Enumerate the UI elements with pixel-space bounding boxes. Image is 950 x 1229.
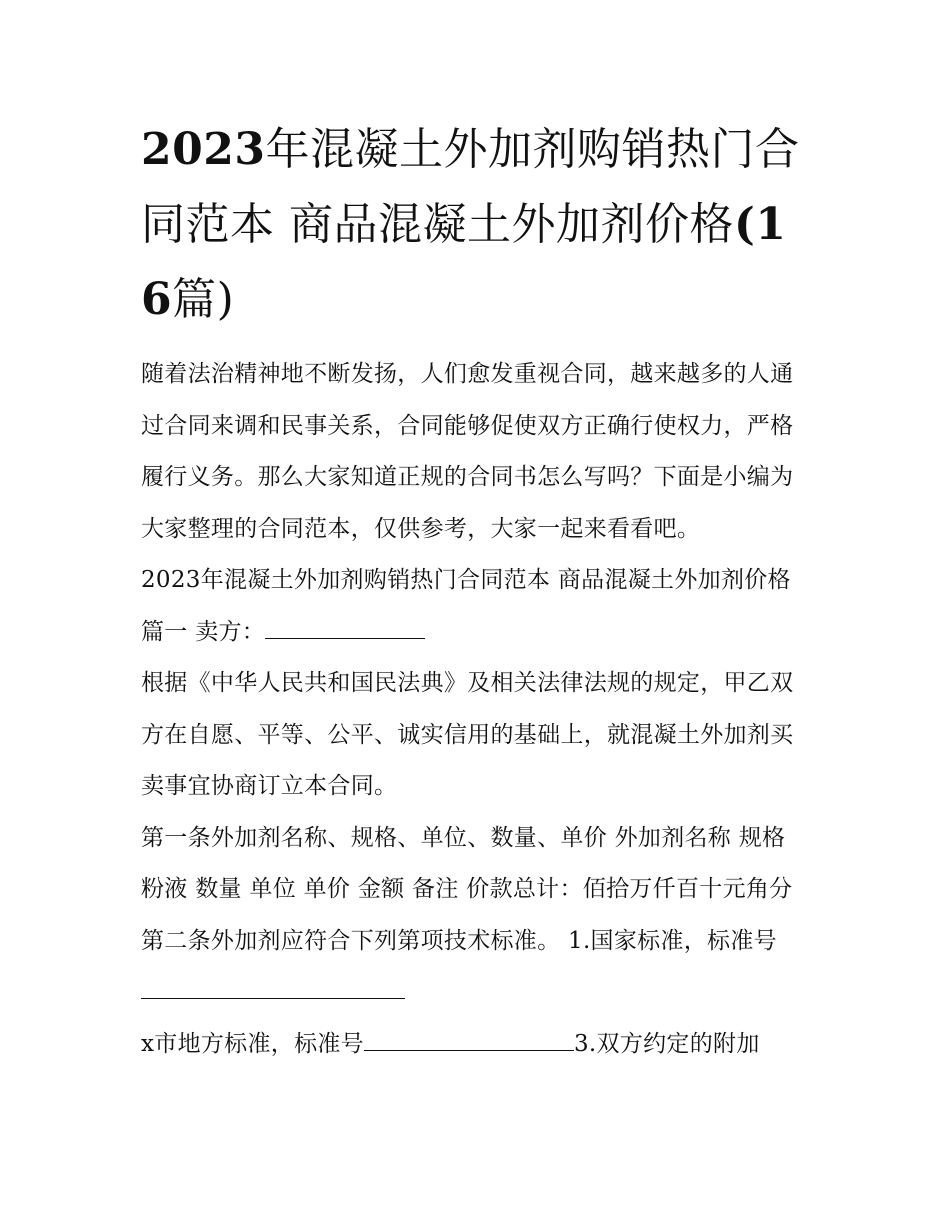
legal-basis-paragraph: 根据《中华人民共和国民法典》及相关法律法规的规定，甲乙双方在自愿、平等、公平、诚实信用的基础上，就混凝土外加剂买卖事宜协商订立本合同。 — [141, 670, 794, 799]
local-standard-blank — [364, 1028, 574, 1051]
document-page — [141, 112, 813, 1070]
agreed-standard-label: 3.双方约定的附加 — [573, 1030, 760, 1057]
national-standard-blank — [141, 976, 405, 999]
local-standard-label: x市地方标准，标准号 — [141, 1030, 364, 1057]
article-2-text: 第二条外加剂应符合下列第项技术标准。 1.国家标准，标准号 — [141, 927, 777, 954]
article-1-paragraph: 第一条外加剂名称、规格、单位、数量、单价 外加剂名称 规格 粉液 数量 单位 单价 金额 备注 价款总计：佰拾万仟百十元角分 — [141, 824, 793, 902]
seller-blank — [265, 616, 425, 639]
section-heading: 2023年混凝土外加剂购销热门合同范本 商品混凝土外加剂价格篇一 卖方： — [141, 567, 791, 645]
article-2-items-paragraph — [141, 1019, 813, 1071]
title-year: 2023 — [141, 124, 266, 175]
section-heading-paragraph — [141, 555, 813, 658]
document-body — [141, 349, 813, 1070]
title-count-suffix: 篇) — [172, 274, 235, 325]
document-title — [141, 112, 813, 337]
title-text: 年混凝土外加剂购销热门合同范本 商品混凝土外加剂价格 — [141, 124, 800, 250]
title-count-number: (16 — [141, 199, 787, 325]
intro-paragraph: 随着法治精神地不断发扬，人们愈发重视合同，越来越多的人通过合同来调和民事关系，合同能够促使双方正确行使权力，严格履行义务。那么大家知道正规的合同书怎么写吗？下面是小编为大家整理的合同范本，仅供参考，大家一起来看看吧。 — [141, 361, 794, 542]
article-2-paragraph — [141, 916, 813, 1019]
